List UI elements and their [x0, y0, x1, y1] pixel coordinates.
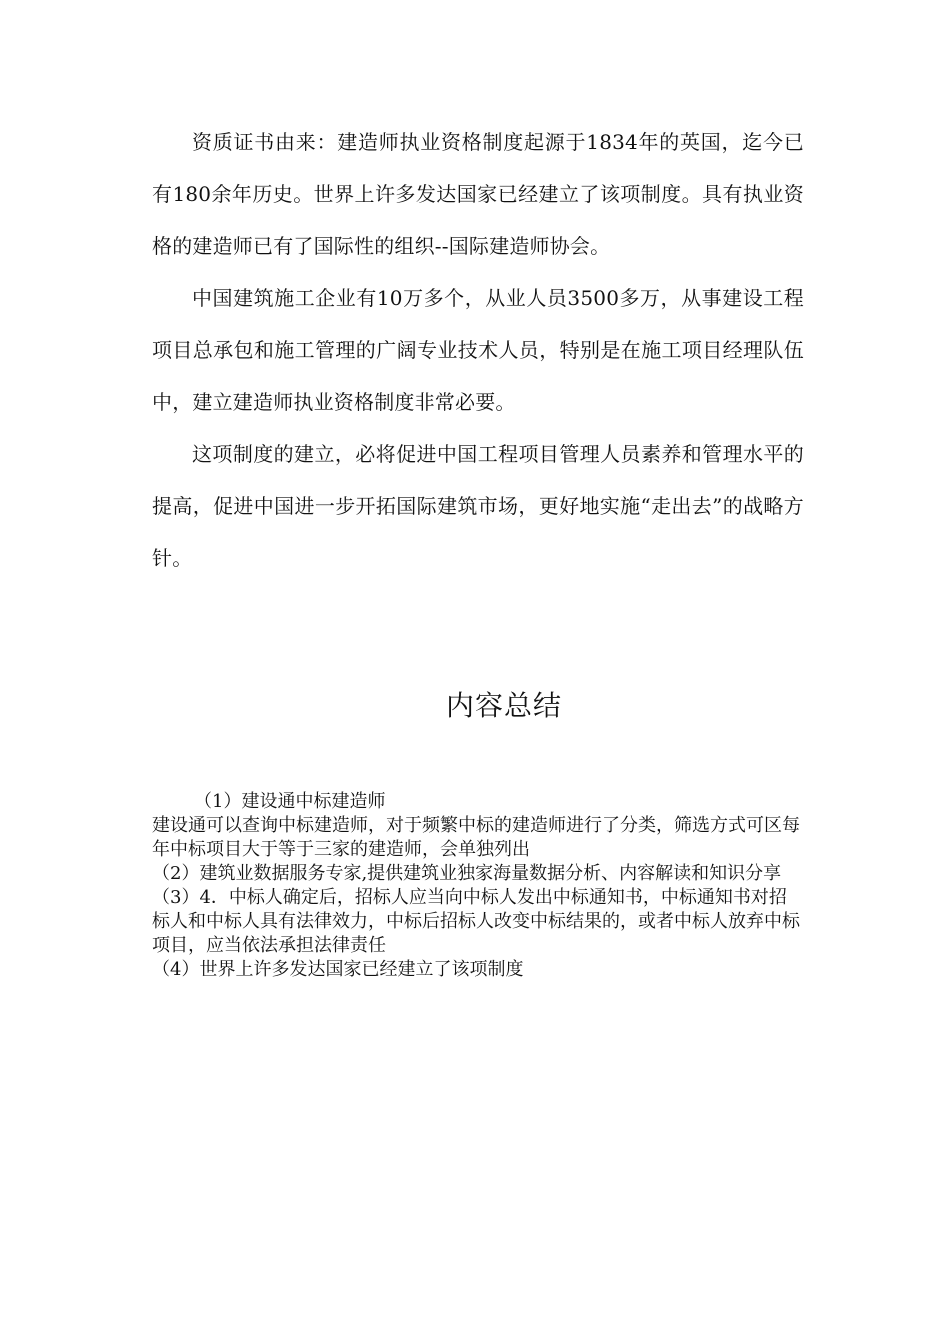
paragraph-significance: 这项制度的建立，必将促进中国工程项目管理人员素养和管理水平的提高，促进中国进一步开拓国际建筑市场，更好地实施“走出去”的战略方针。 [152, 442, 804, 570]
summary-item-1-body: 建设通可以查询中标建造师，对于频繁中标的建造师进行了分类，筛选方式可区每年中标项目大于等于三家的建造师，会单独列出 [152, 815, 800, 860]
summary-item-1-heading: （1）建设通中标建造师 [194, 791, 386, 812]
summary-item-3: （3）4．中标人确定后，招标人应当向中标人发出中标通知书，中标通知书对招标人和中标人具有法律效力，中标后招标人改变中标结果的，或者中标人放弃中标项目，应当依法承担法律责任 [152, 887, 800, 956]
summary-list [152, 790, 802, 982]
paragraph-industry: 中国建筑施工企业有10万多个，从业人员3500多万，从事建设工程项目总承包和施工管理的广阔专业技术人员，特别是在施工项目经理队伍中，建立建造师执业资格制度非常必要。 [152, 286, 804, 414]
body-text [152, 116, 804, 584]
summary-title: 内容总结 [445, 689, 562, 722]
summary-item-2: （2）建筑业数据服务专家,提供建筑业独家海量数据分析、内容解读和知识分享 [152, 863, 782, 884]
paragraph-origin: 资质证书由来：建造师执业资格制度起源于1834年的英国，迄今已有180余年历史。世界上许多发达国家已经建立了该项制度。具有执业资格的建造师已有了国际性的组织--国际建造师协会。 [152, 130, 804, 258]
summary-item-4: （4）世界上许多发达国家已经建立了该项制度 [152, 959, 524, 980]
